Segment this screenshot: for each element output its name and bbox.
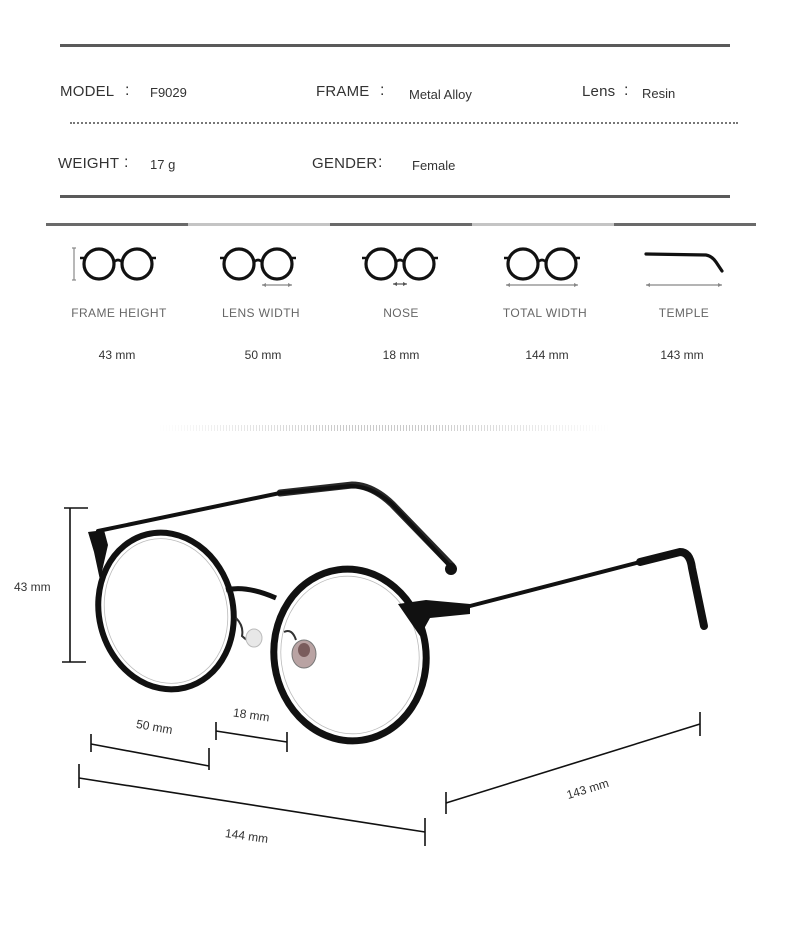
weight-label: WEIGHT xyxy=(58,155,120,172)
segment-bar-4 xyxy=(472,223,614,226)
nose-pad-left xyxy=(246,629,262,647)
lens-width-dimension-line xyxy=(91,744,209,766)
diagram-nose-label: 18 mm xyxy=(232,705,271,725)
diagram-height-label: 43 mm xyxy=(14,580,51,594)
total-width-label: TOTAL WIDTH xyxy=(502,306,588,320)
weight-value: 17 g xyxy=(150,157,176,172)
model-label: MODEL xyxy=(60,83,115,100)
nose-dimension-line xyxy=(216,731,287,742)
lens-value: Resin xyxy=(642,86,676,101)
lens-width-icon xyxy=(216,238,302,288)
lens-separator: : xyxy=(624,82,629,99)
lens-label: Lens xyxy=(582,83,616,100)
frame-height-value: 43 mm xyxy=(98,348,136,362)
top-rule xyxy=(60,44,730,47)
lens-width-label: LENS WIDTH xyxy=(221,306,300,320)
frame-label: FRAME xyxy=(316,83,370,100)
frame-separator: : xyxy=(380,82,385,99)
model-value: F9029 xyxy=(150,85,187,100)
bottom-rule xyxy=(60,195,730,198)
frame-value: Metal Alloy xyxy=(409,87,472,102)
lens-width-value: 50 mm xyxy=(244,348,282,362)
near-temple xyxy=(470,552,704,624)
gender-separator: : xyxy=(378,154,383,171)
diagram-temple-label: 143 mm xyxy=(564,775,611,803)
spec-divider xyxy=(70,122,738,124)
segment-bar-3 xyxy=(330,223,472,226)
temple-value: 143 mm xyxy=(660,348,704,362)
decorative-divider xyxy=(160,425,610,431)
temple-icon xyxy=(642,238,728,288)
model-separator: : xyxy=(125,82,130,99)
segment-bar-1 xyxy=(46,223,188,226)
diagram-lens-width-label: 50 mm xyxy=(135,716,174,738)
frame-height-label: FRAME HEIGHT xyxy=(71,306,167,320)
nose-bridge-icon xyxy=(358,238,444,288)
gender-label: GENDER xyxy=(312,155,378,172)
far-temple xyxy=(98,486,450,566)
nose-value: 18 mm xyxy=(382,348,420,362)
total-width-value: 144 mm xyxy=(525,348,569,362)
temple-label: TEMPLE xyxy=(658,306,710,320)
frame-height-icon xyxy=(72,238,158,288)
weight-separator: : xyxy=(124,154,129,171)
glasses-diagram xyxy=(0,470,790,870)
segment-bar-2 xyxy=(188,223,330,226)
diagram-total-width-label: 144 mm xyxy=(224,826,270,846)
segment-bar-5 xyxy=(614,223,756,226)
gender-value: Female xyxy=(412,158,456,173)
total-width-dimension-line xyxy=(79,778,425,832)
total-width-icon xyxy=(500,238,586,288)
right-lens-rim xyxy=(263,559,437,750)
nose-label: NOSE xyxy=(383,306,419,320)
